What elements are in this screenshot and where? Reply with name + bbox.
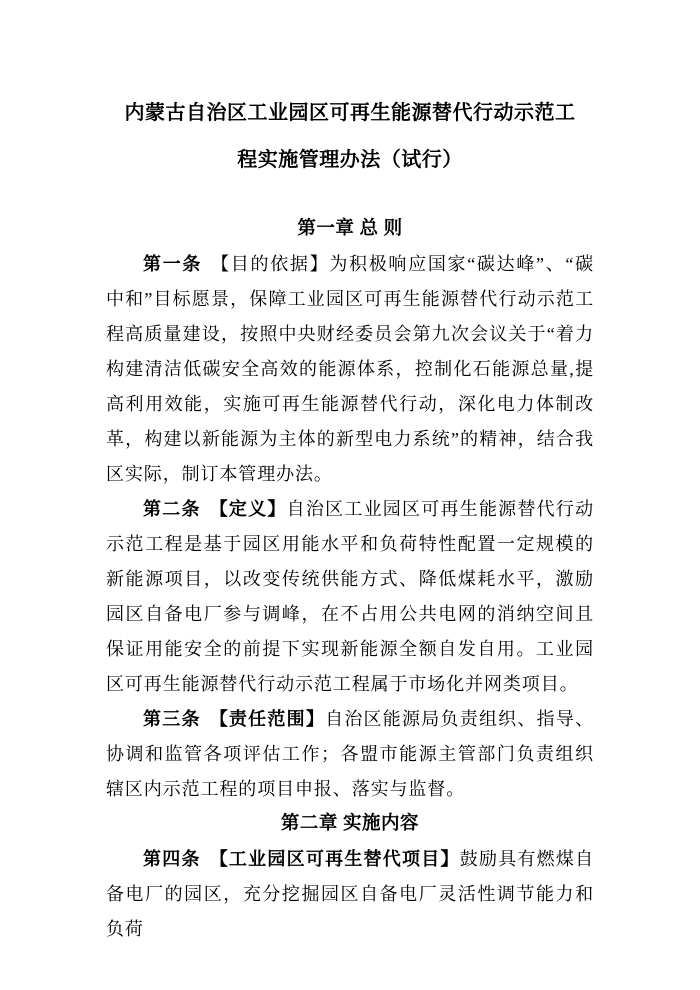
article-1-subject: 【目的依据】	[211, 254, 330, 274]
article-2-number: 第二条	[143, 499, 201, 519]
article-3-number: 第三条	[143, 709, 201, 729]
article-4	[106, 842, 594, 947]
document-content	[106, 90, 594, 947]
article-1-text: 为积极响应国家“碳达峰”、“碳中和”目标愿景，保障工业园区可再生能源替代行动示范工程高质量建设，按照中央财经委员会第九次会议关于“着力构建清洁低碳安全高效的能源体系，控制化石能源总量,提高利用效能，实施可再生能源替代行动，深化电力体制改革，构建以新能源为主体的新型电力系统”的精神，结合我区实际，制订本管理办法。	[106, 254, 595, 484]
document-title	[106, 90, 594, 184]
article-3	[106, 702, 594, 807]
chapter-heading-general-provisions: 第一章 总 则	[297, 219, 403, 239]
article-3-text: 自治区能源局负责组织、指导、协调和监管各项评估工作；各盟市能源主管部门负责组织辖区内示范工程的项目申报、落实与监督。	[106, 709, 594, 799]
article-2-subject: 【定义】	[209, 499, 287, 519]
article-3-subject: 【责任范围】	[209, 709, 326, 729]
document-title-line2: 程实施管理办法（试行）	[237, 149, 463, 171]
article-1	[106, 247, 594, 492]
article-4-text: 鼓励具有燃煤自备电厂的园区，充分挖掘园区自备电厂灵活性调节能力和负荷	[106, 849, 595, 939]
article-4-subject: 【工业园区可再生替代项目】	[209, 849, 460, 869]
article-2	[106, 492, 594, 702]
article-4-number: 第四条	[143, 849, 201, 869]
document-title-line1: 内蒙古自治区工业园区可再生能源替代行动示范工	[124, 102, 576, 124]
article-2-text: 自治区工业园区可再生能源替代行动示范工程是基于园区用能水平和负荷特性配置一定规模的新能源项目，以改变传统供能方式、降低煤耗水平，激励园区自备电厂参与调峰，在不占用公共电网的消纳空间且保证用能安全的前提下实现新能源全额自发自用。工业园区可再生能源替代行动示范工程属于市场化并网类项目。	[106, 499, 595, 694]
chapter-heading-implementation-content: 第二章 实施内容	[280, 814, 420, 834]
article-1-number: 第一条	[143, 254, 203, 274]
